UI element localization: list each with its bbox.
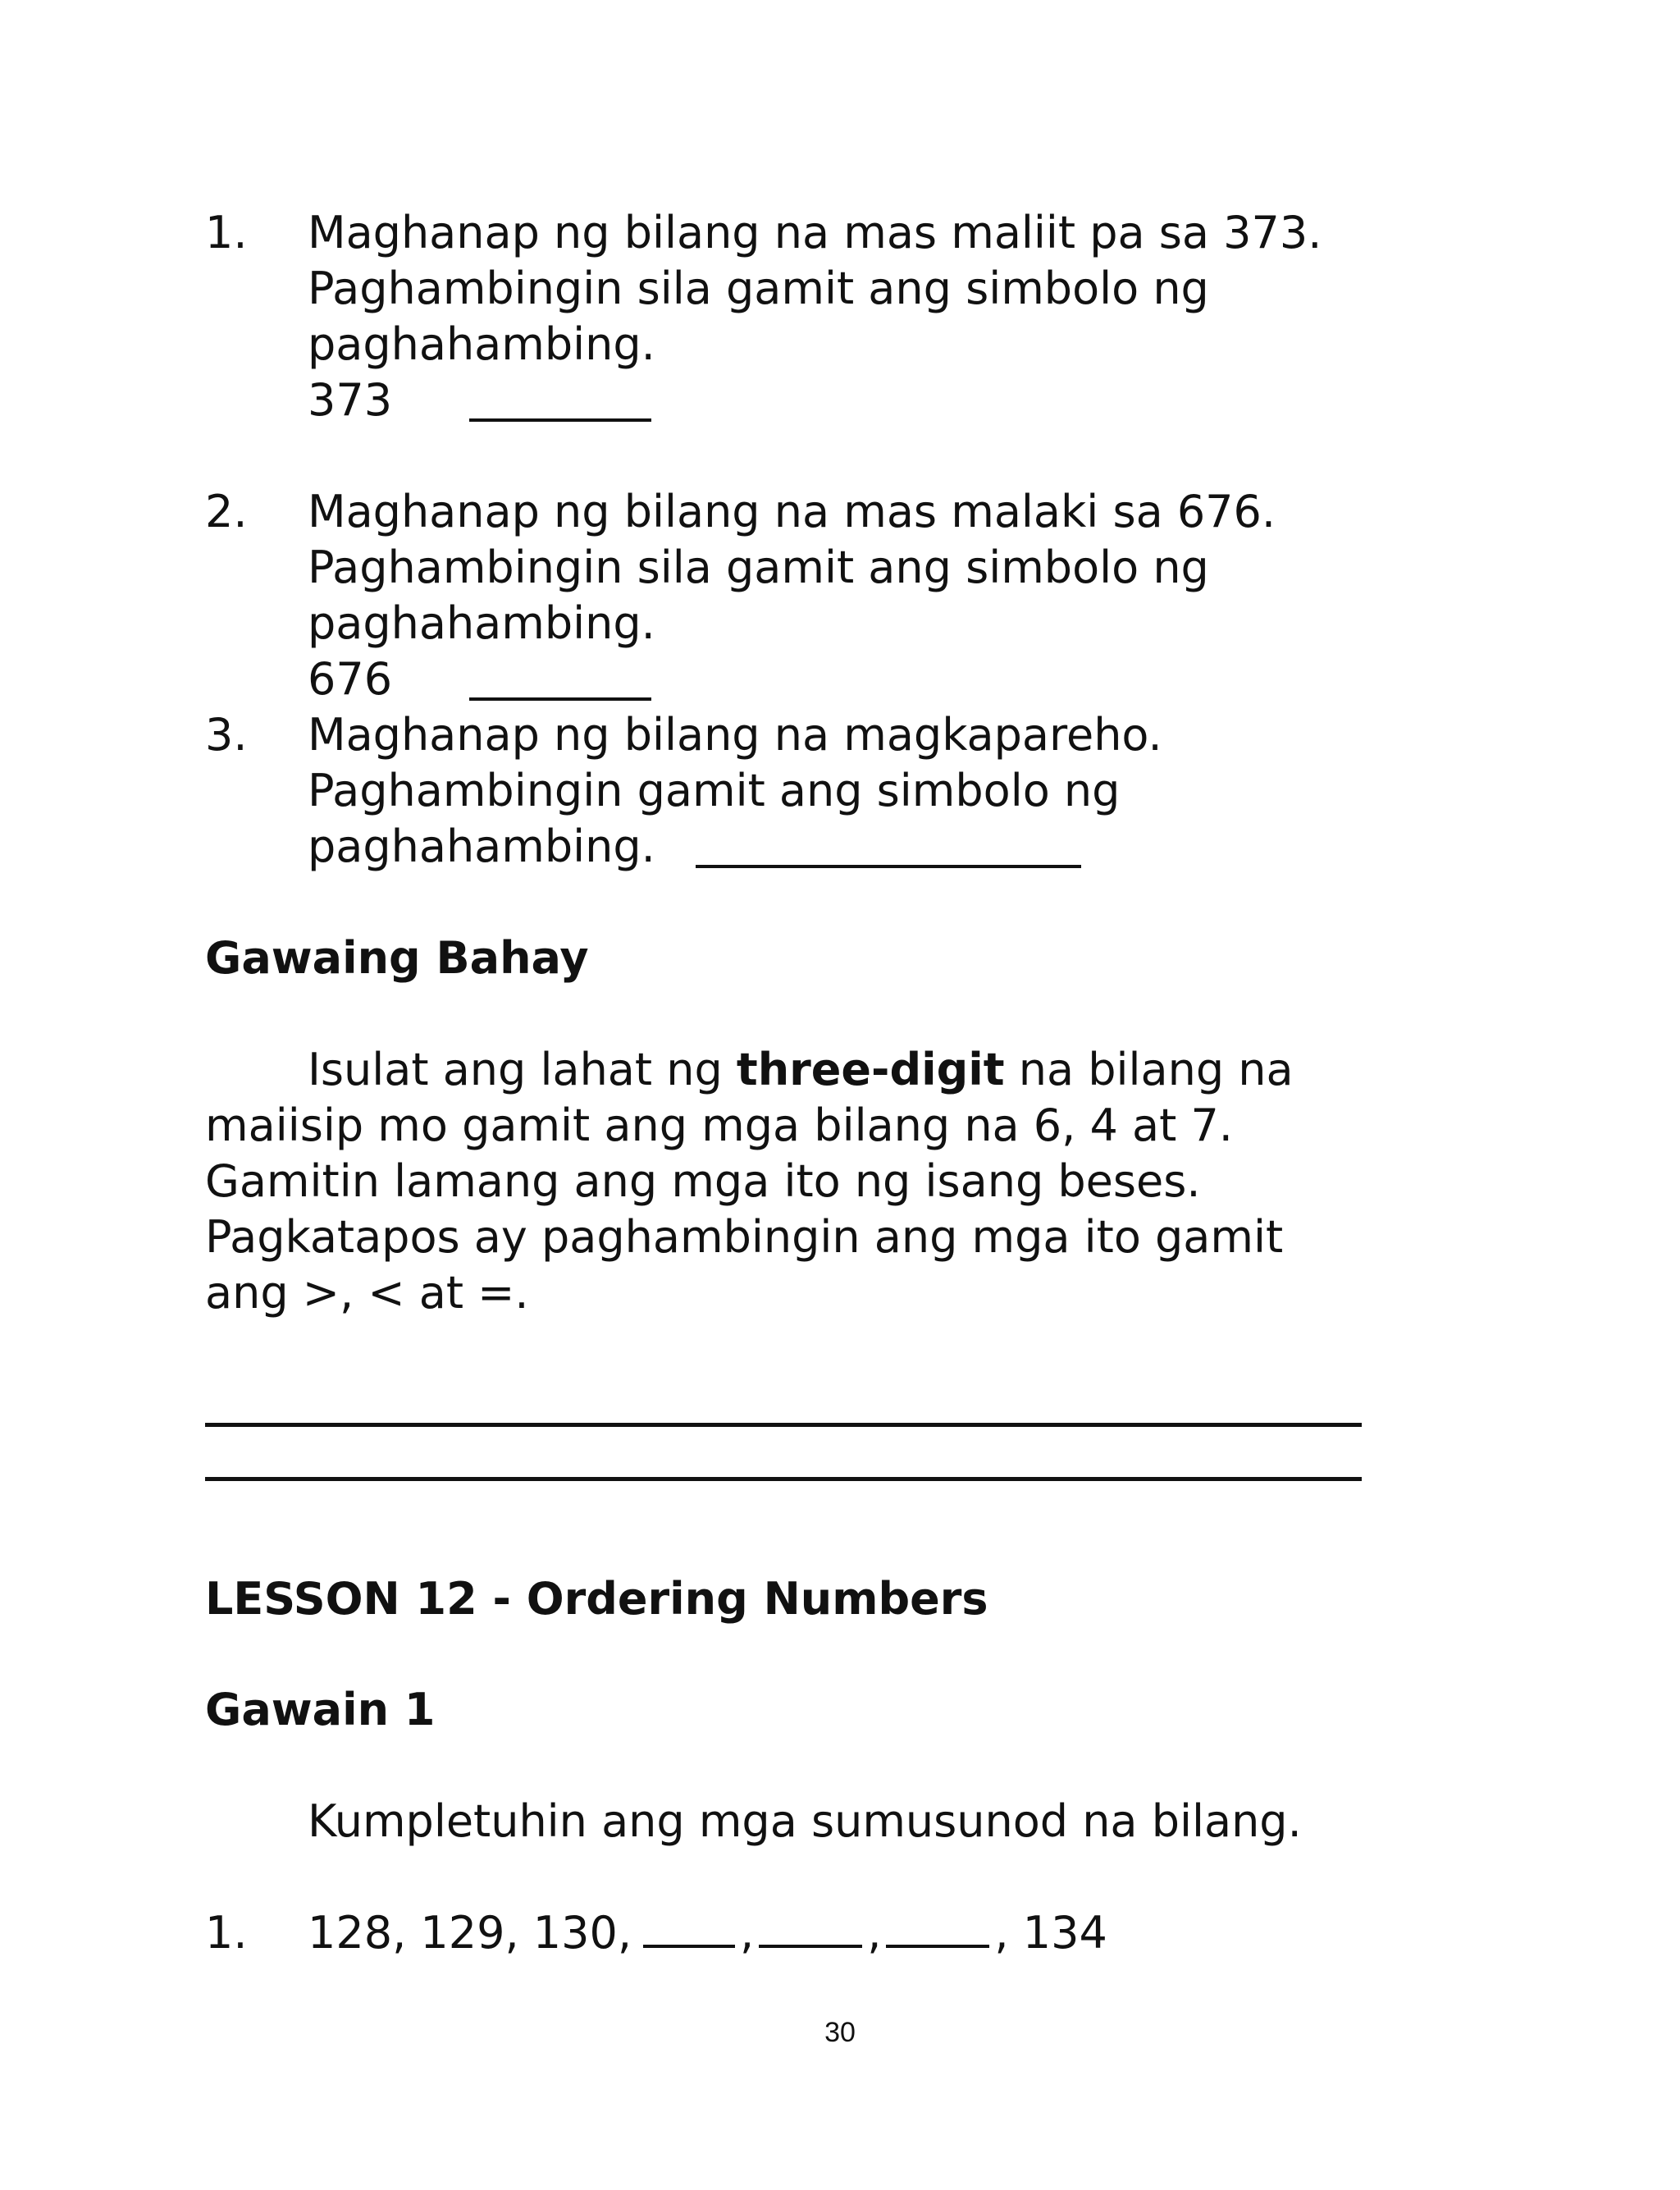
item-1-line-2: Paghambingin sila gamit ang simbolo ng (308, 263, 1209, 314)
item-3-line-1: Maghanap ng bilang na magkapareho. (308, 709, 1162, 761)
sequence-end: 134 (1022, 1907, 1107, 1959)
homework-answer-line-1[interactable] (205, 1423, 1362, 1427)
sequence-start: 128, 129, 130, (308, 1907, 632, 1959)
item-3-line-2: Paghambingin gamit ang simbolo ng (308, 765, 1121, 816)
item-2-number: 2. (205, 486, 248, 537)
homework-heading: Gawaing Bahay (205, 932, 589, 984)
homework-bold-term: three-digit (736, 1044, 1005, 1095)
item-2-line-3: paghahambing. (308, 597, 655, 649)
item-2-line-1: Maghanap ng bilang na mas malaki sa 676. (308, 486, 1276, 537)
item-2-answer-blank[interactable] (469, 652, 651, 701)
activity-instruction: Kumpletuhin ang mga sumusunod na bilang. (308, 1795, 1302, 1847)
homework-answer-line-2[interactable] (205, 1477, 1362, 1481)
homework-line-2: maiisip mo gamit ang mga bilang na 6, 4 at 7. (205, 1100, 1233, 1151)
homework-line-4: Pagkatapos ay paghambingin ang mga ito gamit (205, 1211, 1284, 1263)
item-1-line-1: Maghanap ng bilang na mas maliit pa sa 373. (308, 207, 1322, 258)
homework-line-1 (308, 1042, 1294, 1098)
sequence-blank-1[interactable] (643, 1945, 735, 1948)
item-3-line-3: paghahambing. (308, 821, 655, 872)
item-1-compare-value: 373 (308, 374, 393, 426)
page-number: 30 (824, 2017, 856, 2048)
homework-line-5: ang >, < at =. (205, 1267, 529, 1319)
homework-line-3: Gamitin lamang ang mga ito ng isang beses. (205, 1155, 1201, 1207)
exercise-1-sequence: 128, 129, 130, , , , 134 (308, 1907, 1107, 1959)
activity-heading: Gawain 1 (205, 1684, 436, 1735)
homework-line-1-before: Isulat ang lahat ng (308, 1044, 737, 1095)
item-2-compare-value: 676 (308, 653, 393, 705)
sequence-blank-3[interactable] (886, 1945, 989, 1948)
item-2-line-2: Paghambingin sila gamit ang simbolo ng (308, 542, 1209, 593)
item-3-number: 3. (205, 709, 248, 761)
exercise-1-number: 1. (205, 1907, 248, 1959)
homework-line-1-after: na bilang na (1004, 1044, 1294, 1095)
item-1-number: 1. (205, 207, 248, 258)
item-1-line-3: paghahambing. (308, 318, 655, 370)
item-1-answer-blank[interactable] (469, 373, 651, 422)
sequence-blank-2[interactable] (759, 1945, 862, 1948)
lesson-title: LESSON 12 - Ordering Numbers (205, 1573, 988, 1625)
item-3-answer-blank[interactable] (696, 819, 1081, 868)
